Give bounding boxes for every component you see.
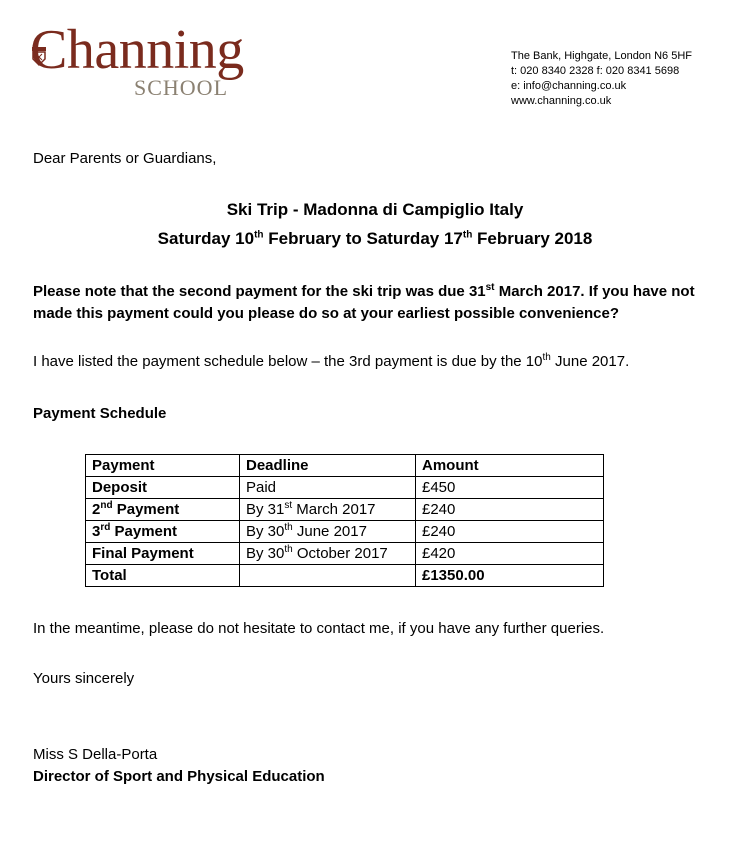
payment-cell: 3rd Payment: [86, 521, 240, 543]
payment-cell: Final Payment: [86, 543, 240, 565]
greeting: Dear Parents or Guardians,: [33, 150, 217, 167]
signature-title: Director of Sport and Physical Education: [33, 768, 325, 785]
amount-cell: £240: [416, 521, 604, 543]
total-empty-cell: [240, 565, 416, 587]
table-row: [86, 543, 604, 565]
email-line: e: info@channing.co.uk: [511, 80, 627, 92]
schedule-title: Payment Schedule: [33, 405, 167, 422]
payment-table: [85, 454, 604, 587]
closing-line: In the meantime, please do not hesitate to contact me, if you have any further queries.: [33, 620, 605, 637]
address-line: The Bank, Highgate, London N6 5HF: [511, 50, 693, 62]
total-amount: £1350.00: [416, 565, 604, 587]
deadline-cell: By 31st March 2017: [240, 499, 416, 521]
logo-main-text: Channing: [30, 19, 244, 81]
school-logo: [30, 20, 275, 100]
payment-note: Please note that the second payment for the ski trip was due 31st March 2017. If you have not made this payment could you please do so at your earliest possible convenience?: [33, 282, 695, 322]
signature-name: Miss S Della-Porta: [33, 746, 158, 763]
website-line: www.channing.co.uk: [511, 95, 612, 107]
trip-dates: Saturday 10th February to Saturday 17th February 2018: [157, 229, 593, 248]
table-total-row: [86, 565, 604, 587]
deadline-cell: By 30th October 2017: [240, 543, 416, 565]
header-payment: Payment: [86, 455, 240, 477]
signoff: Yours sincerely: [33, 670, 135, 687]
table-row: [86, 477, 604, 499]
deadline-cell: By 30th June 2017: [240, 521, 416, 543]
trip-title: Ski Trip - Madonna di Campiglio Italy: [226, 200, 524, 219]
deadline-cell: Paid: [240, 477, 416, 499]
payment-cell: 2nd Payment: [86, 499, 240, 521]
amount-cell: £450: [416, 477, 604, 499]
total-label: Total: [86, 565, 240, 587]
header-amount: Amount: [416, 455, 604, 477]
table-row: [86, 499, 604, 521]
schedule-intro: I have listed the payment schedule below – the 3rd payment is due by the 10th June 2017.: [33, 352, 630, 370]
table-header-row: [86, 455, 604, 477]
amount-cell: £240: [416, 499, 604, 521]
logo-sub-text: SCHOOL: [134, 75, 229, 100]
amount-cell: £420: [416, 543, 604, 565]
payment-cell: Deposit: [86, 477, 240, 499]
school-address: [511, 49, 692, 109]
header-deadline: Deadline: [240, 455, 416, 477]
table-row: [86, 521, 604, 543]
phone-fax-line: t: 020 8340 2328 f: 020 8341 5698: [511, 65, 680, 77]
